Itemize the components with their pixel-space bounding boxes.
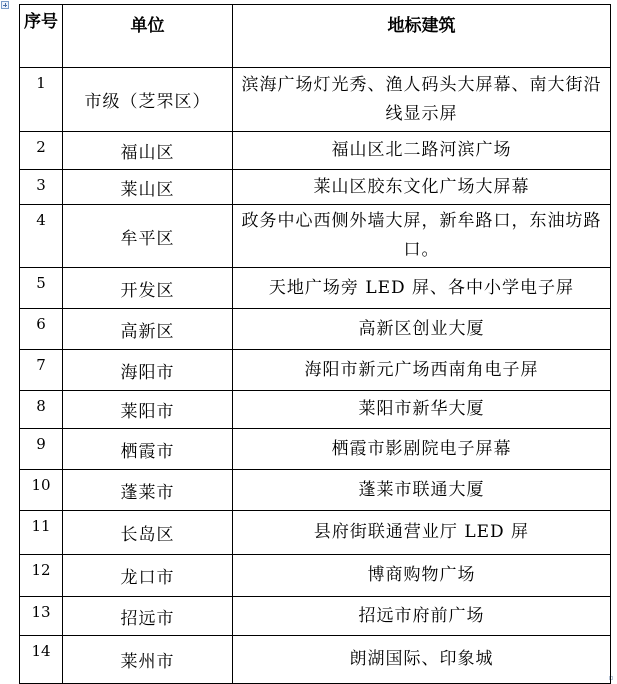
document-anchor-icon [1,1,9,9]
table-row [20,511,611,555]
row-unit: 牟平区 [63,205,233,268]
table-row [20,68,611,132]
row-unit: 龙口市 [63,555,233,597]
row-unit: 莱阳市 [63,391,233,429]
table-row [20,429,611,470]
row-landmark: 莱山区胶东文化广场大屏幕 [233,170,611,205]
row-index: 7 [20,350,63,391]
table-row [20,470,611,511]
row-unit: 莱州市 [63,636,233,684]
row-unit: 蓬莱市 [63,470,233,511]
table-row [20,391,611,429]
row-landmark: 福山区北二路河滨广场 [233,132,611,170]
row-index: 10 [20,470,63,511]
row-index: 14 [20,636,63,684]
row-landmark: 天地广场旁 LED 屏、各中小学电子屏 [233,268,611,309]
table-row [20,205,611,268]
row-landmark: 政务中心西侧外墙大屏，新牟路口，东油坊路口。 [233,205,611,268]
table-row [20,268,611,309]
row-landmark: 莱阳市新华大厦 [233,391,611,429]
row-index: 6 [20,309,63,350]
row-index: 5 [20,268,63,309]
row-landmark: 县府街联通营业厅 LED 屏 [233,511,611,555]
row-index: 13 [20,597,63,636]
row-index: 1 [20,68,63,132]
table-row [20,597,611,636]
row-index: 9 [20,429,63,470]
row-landmark: 海阳市新元广场西南角电子屏 [233,350,611,391]
table-row [20,309,611,350]
row-index: 4 [20,205,63,268]
row-landmark: 博商购物广场 [233,555,611,597]
header-index: 序号 [20,5,63,68]
row-unit: 招远市 [63,597,233,636]
row-unit: 市级（芝罘区） [63,68,233,132]
row-landmark: 蓬莱市联通大厦 [233,470,611,511]
header-landmark: 地标建筑 [233,5,611,68]
table-row [20,555,611,597]
row-landmark: 滨海广场灯光秀、渔人码头大屏幕、南大街沿线显示屏 [233,68,611,132]
landmark-table [19,4,611,684]
row-unit: 高新区 [63,309,233,350]
row-index: 12 [20,555,63,597]
row-index: 3 [20,170,63,205]
table-row [20,636,611,684]
table-header-row [20,5,611,68]
header-unit: 单位 [63,5,233,68]
table-row [20,170,611,205]
row-unit: 福山区 [63,132,233,170]
row-unit: 莱山区 [63,170,233,205]
row-unit: 长岛区 [63,511,233,555]
row-index: 2 [20,132,63,170]
row-landmark: 高新区创业大厦 [233,309,611,350]
row-landmark: 朗湖国际、印象城 [233,636,611,684]
row-unit: 开发区 [63,268,233,309]
table-row [20,132,611,170]
row-landmark: 栖霞市影剧院电子屏幕 [233,429,611,470]
row-landmark: 招远市府前广场 [233,597,611,636]
table-row [20,350,611,391]
row-unit: 海阳市 [63,350,233,391]
row-index: 8 [20,391,63,429]
row-unit: 栖霞市 [63,429,233,470]
row-index: 11 [20,511,63,555]
